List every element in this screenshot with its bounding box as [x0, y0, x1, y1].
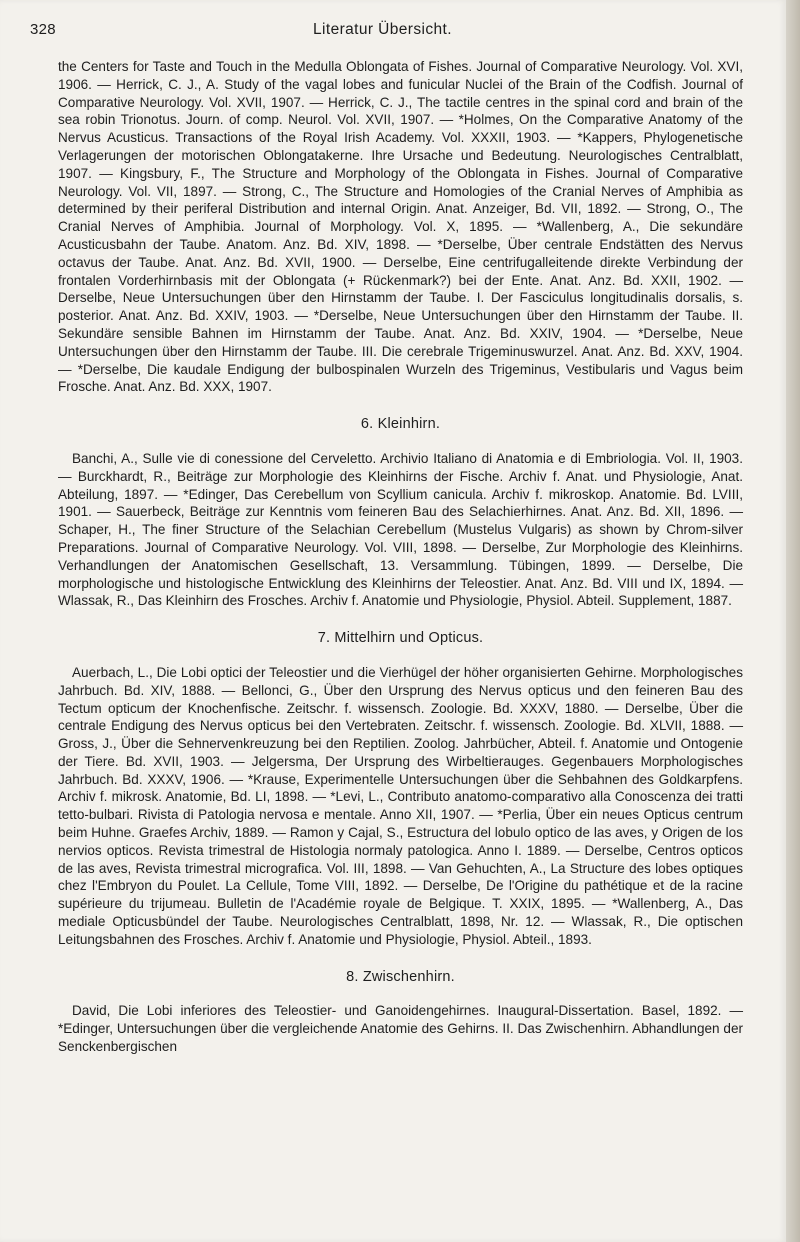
page-number: 328: [30, 21, 56, 38]
running-title: Literatur Übersicht.: [313, 21, 452, 38]
intro-references-paragraph: the Centers for Taste and Touch in the Medulla Oblongata of Fishes. Journal of Comparative Neurology. Vol. XVI, 1906. — Herrick, C. J., A. Study of the vagal lobes and funicular Nuclei of the Brain of the Codfish. Journal of Comparative Neurology. Vol. XVII, 1907. — Herrick, C. J., The tactile centres in the spinal cord and brain of the sea robin Trionotus. Journ. of comp. Neurol. Vol. XVII, 1907. — *Holmes, On the Comparative Anatomy of the Nervus Acusticus. Transactions of the Royal Irish Academy. Vol. XXXII, 1903. — *Kappers, Phylogenetische Verlagerungen der motorischen Oblongatakerne. Ihre Ursache und Bedeutung. Neurologisches Centralblatt, 1907. — Kingsbury, F., The Structure and Morphology of the Oblongata in Fishes. Journal of Comparative Neurology. Vol. VII, 1897. — Strong, C., The Structure and Homologies of the Cranial Nerves of Amphibia as determined by their periferal Distribution and internal Origin. Anat. Anzeiger, Bd. VII, 1892. — Strong, O., The Cranial Nerves of Amphibia. Journal of Morphology. Vol. X, 1895. — *Wallenberg, A., Die sekundäre Acusticusbahn der Taube. Anatom. Anz. Bd. XIV, 1898. — *Derselbe, Über centrale Endstätten des Nervus octavus der Taube. Anat. Anz. Bd. XVII, 1900. — Derselbe, Eine centrifugalleitende direkte Verbindung der frontalen Vorderhirnbasis mit der Oblongata (+ Rückenmark?) bei der Ente. Anat. Anz. Bd. XXII, 1902. — Derselbe, Neue Untersuchungen über den Hirnstamm der Taube. I. Der Fasciculus longitudinalis dorsalis, s. posterior. Anat. Anz. Bd. XXIV, 1903. — *Derselbe, Neue Untersuchungen über den Hirnstamm der Taube. II. Sekundäre sensible Bahnen im Hirnstamm der Taube. Anat. Anz. Bd. XXIV, 1904. — *Derselbe, Neue Untersuchungen über den Hirnstamm der Taube. III. Die cerebrale Trigeminuswurzel. Anat. Anz. Bd. XXV, 1904. — *Derselbe, Die kaudale Endigung der bulbospinalen Wurzeln des Trigeminus, Vestibularis und Vagus beim Frosche. Anat. Anz. Bd. XXX, 1907.: [58, 59, 743, 395]
section-heading: 6. Kleinhirn.: [360, 416, 441, 433]
section-kleinhirn: [58, 416, 743, 610]
section-heading: 8. Zwischenhirn.: [346, 968, 455, 985]
section-zwischenhirn: [58, 969, 743, 1056]
section-mittelhirn-und-opticus: [58, 630, 743, 949]
page-body: [58, 58, 743, 1056]
section-references-paragraph: David, Die Lobi inferiores des Teleostier- und Ganoidengehirnes. Inaugural-Dissertation. Basel, 1892. — *Edinger, Untersuchungen über die vergleichende Anatomie des Gehirns. II. Das Zwischenhirn. Abhandlungen der Senckenbergischen: [58, 1003, 743, 1055]
section-references-paragraph: Auerbach, L., Die Lobi optici der Teleostier und die Vierhügel der höher organisierten Gehirne. Morphologisches Jahrbuch. Bd. XIV, 1888. — Bellonci, G., Über den Ursprung des Nervus opticus und den feineren Bau des Tectum opticum der Knochenfische. Zeitschr. f. wissensch. Zoologie. Bd. XXXV, 1880. — Derselbe, Über die centrale Endigung des Nervus opticus bei den Vertebraten. Zeitschr. f. wissensch. Zoologie. Bd. XLVII, 1888. — Gross, J., Über die Sehnervenkreuzung bei den Reptilien. Zoolog. Jahrbücher, Abteil. f. Anatomie und Ontogenie der Tiere. Bd. XVII, 1903. — Jelgersma, Der Ursprung des Wirbeltierauges. Gegenbauers Morphologisches Jahrbuch. Bd. XXXV, 1906. — *Krause, Experimentelle Untersuchungen über die Sehbahnen des Goldkarpfens. Archiv f. mikrosk. Anatomie, Bd. LI, 1898. — *Levi, L., Contributo anatomo-comparativo alla Conoscenza dei tratti tetto-bulbari. Rivista di Patologia nervosa e mentale. Anno XII, 1907. — *Perlia, Über ein neues Opticus centrum beim Huhne. Graefes Archiv, 1889. — Ramon y Cajal, S., Estructura del lobulo optico de las aves, y Origen de los nervios opticos. Revista trimestral de Histologia normaly patologica. Anno I. 1889. — Derselbe, Centros opticos de las aves, Revista trimestral micrografica. Vol. III, 1898. — Van Gehuchten, A., La Structure des lobes optiques chez l'Embryon du Poulet. La Cellule, Tome VIII, 1892. — Derselbe, De l'Origine du pathétique et de la racine supérieure du trijumeau. Bulletin de l'Académie royale de Belgique. T. XXIX, 1895. — *Wallenberg, A., Das mediale Opticusbündel der Taube. Neurologisches Centralblatt, 1898, Nr. 12. — Wlassak, R., Die optischen Leitungsbahnen des Frosches. Archiv f. Anatomie und Physiologie, Physiol. Abteil., 1893.: [58, 664, 743, 947]
section-heading: 7. Mittelhirn und Opticus.: [317, 630, 484, 647]
section-references-paragraph: Banchi, A., Sulle vie di conessione del Cerveletto. Archivio Italiano di Anatomia e di Embriologia. Vol. II, 1903. — Burckhardt, R., Beiträge zur Morphologie des Kleinhirns der Fische. Archiv f. Anat. und Physiologie, Anat. Abteilung, 1897. — *Edinger, Das Cerebellum von Scyllium canicula. Archiv f. mikroskop. Anatomie. Bd. LVIII, 1901. — Sauerbeck, Beiträge zur Kenntnis vom feineren Bau des Selachierhirnes. Anat. Anz. Bd. XII, 1896. — Schaper, H., The finer Structure of the Selachian Cerebellum (Mustelus Vulgaris) as shown by Chrom-silver Preparations. Journal of Comparative Neurology. Vol. VIII, 1898. — Derselbe, Zur Morphologie des Kleinhirns. Verhandlungen der Anatomischen Gesellschaft, 13. Versammlung. Tübingen, 1899. — Derselbe, Die morphologische und histologische Entwicklung des Kleinhirns der Teleostier. Anat. Anz. Bd. VIII und IX, 1894. — Wlassak, R., Das Kleinhirn des Frosches. Archiv f. Anatomie und Physiologie, Physiol. Abteil. Supplement, 1887.: [58, 450, 743, 609]
page-edge: [786, 0, 800, 1242]
